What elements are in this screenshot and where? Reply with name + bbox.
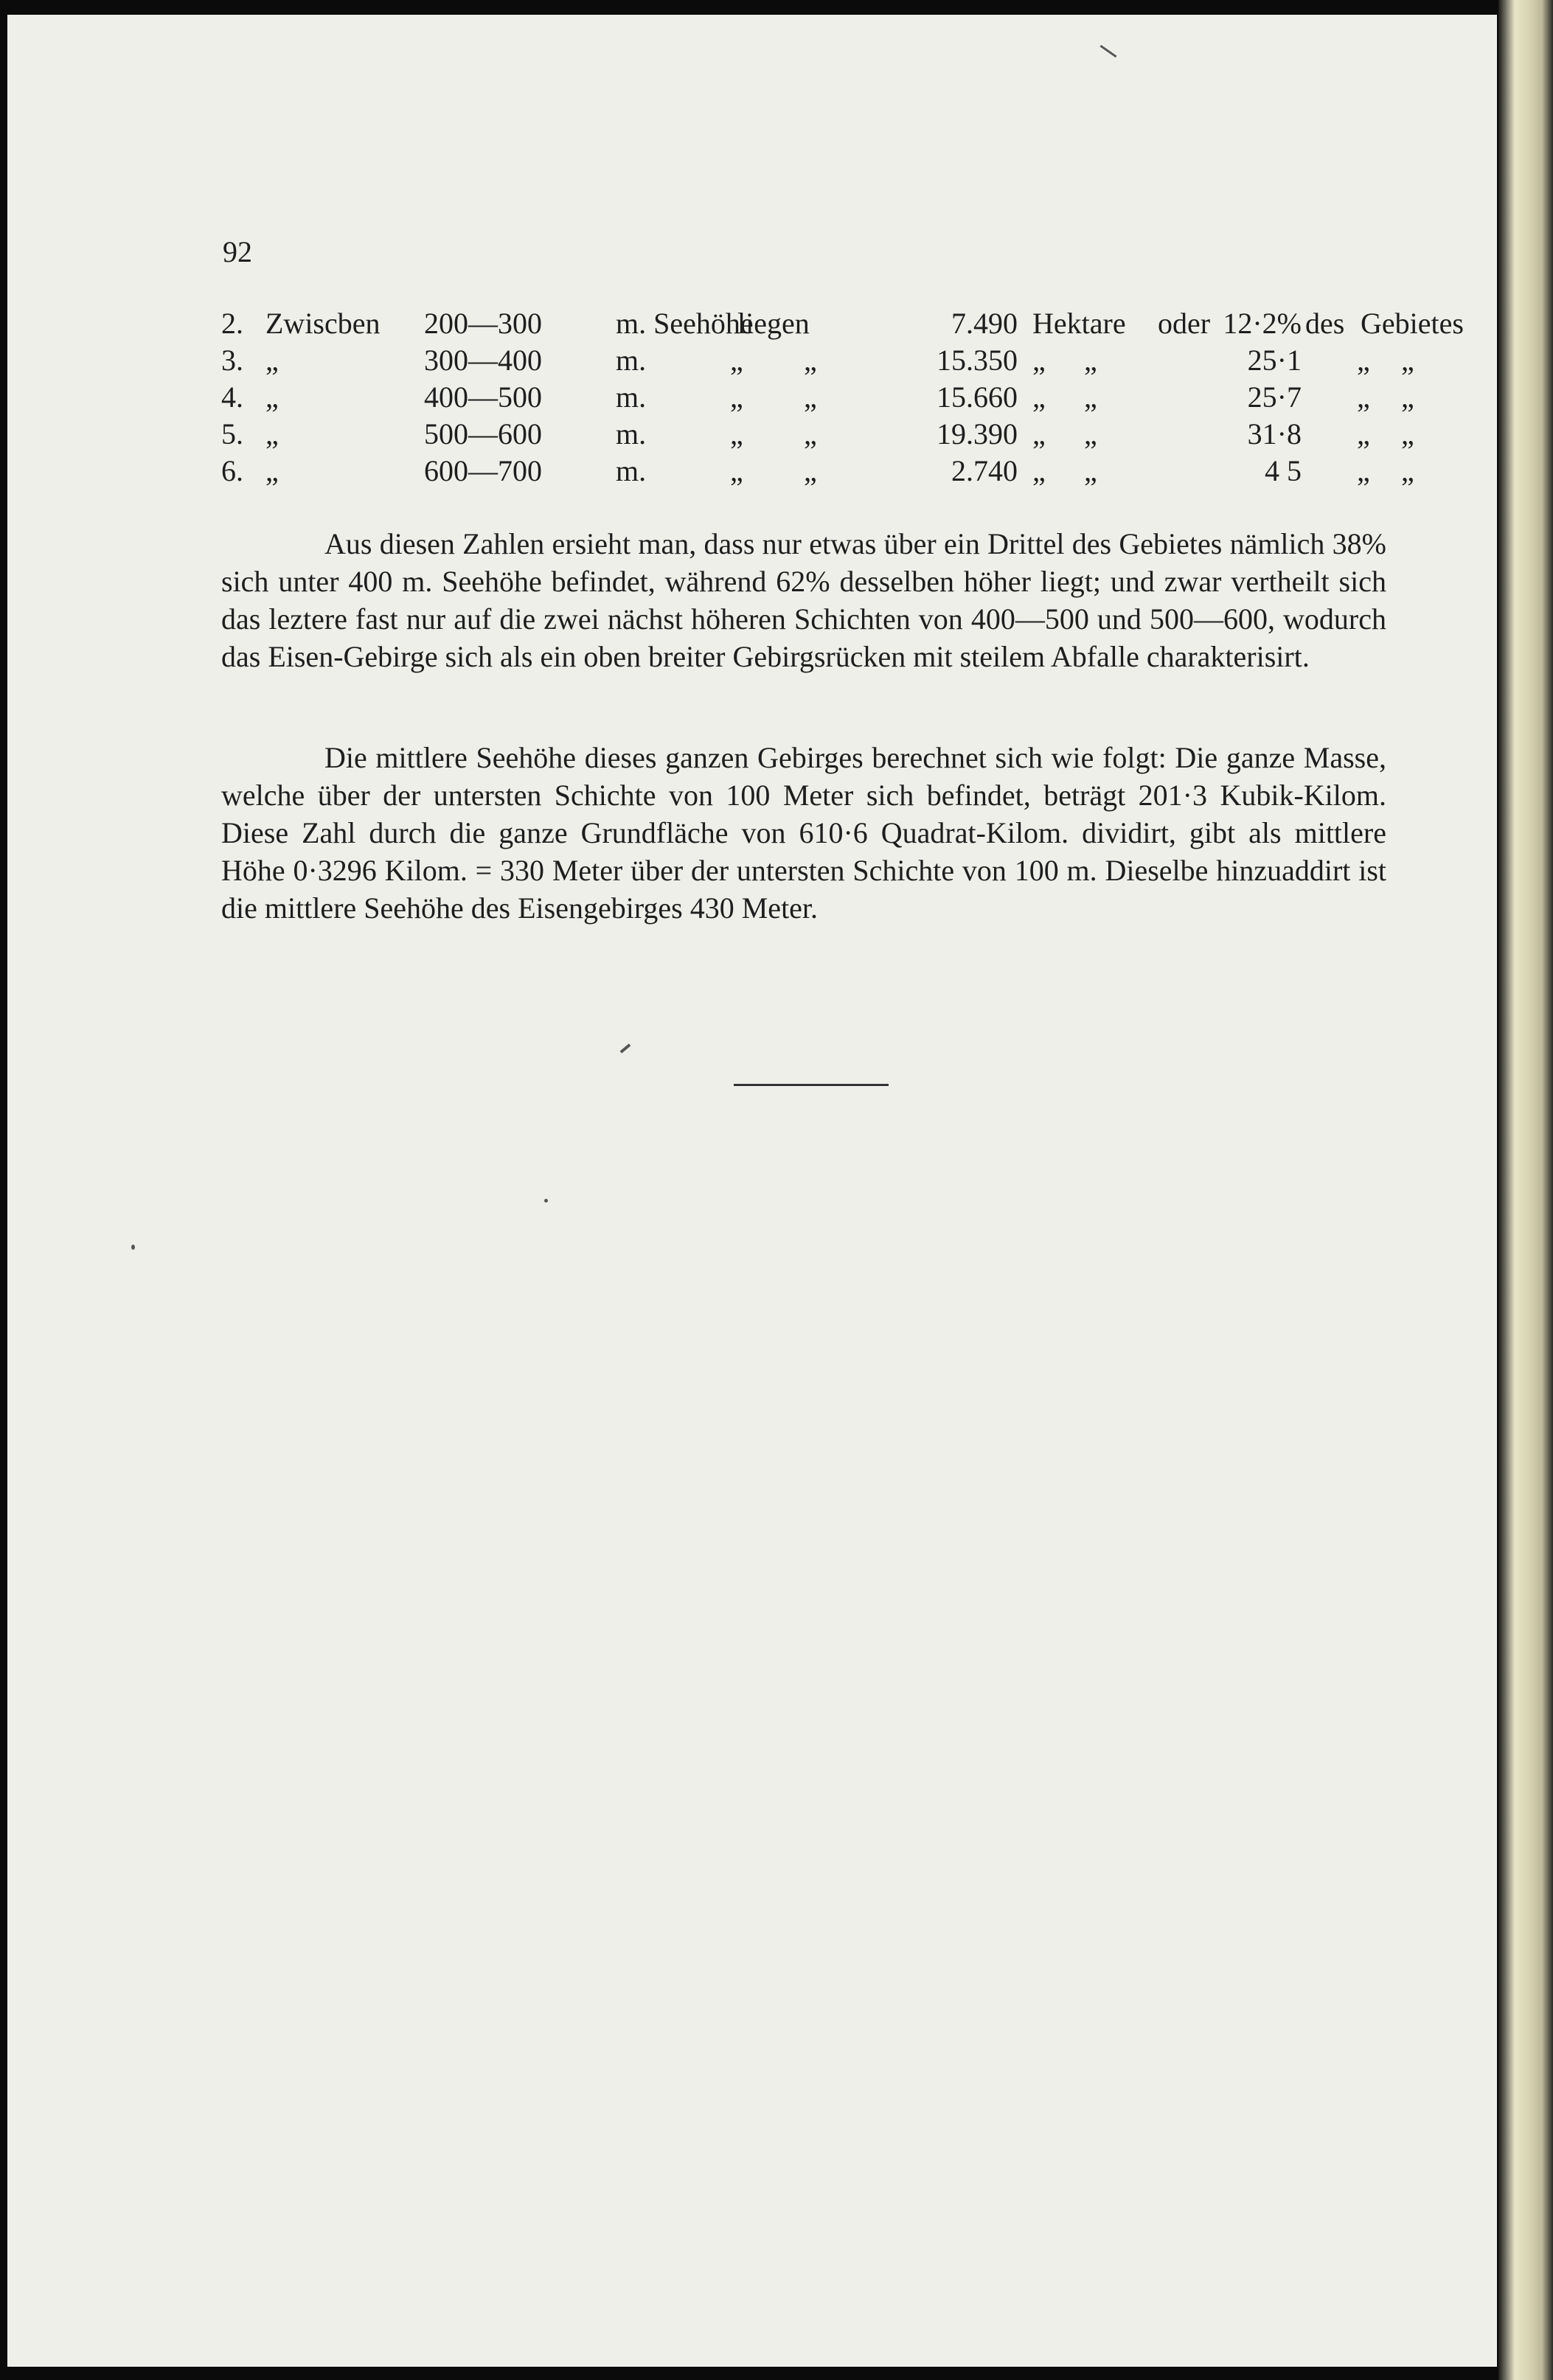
row-ditto: „ (265, 344, 279, 377)
row-ditto: „ (1084, 417, 1097, 450)
page-number: 92 (223, 235, 252, 268)
section-divider-rule (734, 1084, 889, 1086)
row-unit: m. (616, 344, 647, 377)
row-ditto: „ (1401, 380, 1414, 414)
row-altitude-range: 300—400 (424, 344, 542, 377)
row-hectares: 15.350 (937, 344, 1018, 377)
row-ditto: „ (1084, 344, 1097, 377)
row-unit: m. (616, 454, 647, 487)
table-row (221, 343, 1414, 380)
row-ditto: „ (730, 380, 743, 414)
row-ditto: „ (804, 344, 817, 377)
row-ditto: „ (1032, 417, 1046, 450)
row-altitude-range: 600—700 (424, 454, 542, 487)
book-page (7, 15, 1497, 2367)
row-percent: 25·1 (1247, 344, 1302, 377)
row-ditto: „ (265, 380, 279, 414)
row-ditto: „ (1032, 380, 1046, 414)
paragraph-two (221, 739, 1386, 927)
row-unit: m. Seehöhe (616, 307, 754, 340)
row-ditto: „ (265, 454, 279, 487)
row-ditto: „ (804, 380, 817, 414)
row-ditto: „ (1357, 380, 1370, 414)
row-number: 6. (221, 454, 243, 487)
row-altitude-range: 500—600 (424, 417, 542, 450)
row-hectares: 2.740 (951, 454, 1018, 487)
row-verb: liegen (737, 307, 810, 340)
row-ditto: „ (1357, 344, 1370, 377)
row-ditto: „ (804, 417, 817, 450)
row-percent: 25·7 (1247, 380, 1302, 414)
row-ditto: „ (730, 454, 743, 487)
ink-mark (620, 1043, 631, 1053)
row-percent: 31·8 (1247, 417, 1302, 450)
row-unit: m. (616, 417, 647, 450)
row-altitude-range: 200—300 (424, 307, 542, 340)
ink-mark (1099, 45, 1116, 58)
row-altitude-range: 400—500 (424, 380, 542, 414)
row-ditto: „ (1084, 380, 1097, 414)
row-ditto: „ (265, 417, 279, 450)
row-hectares: 15.660 (937, 380, 1018, 414)
table-row (221, 380, 1414, 417)
row-hectares: 7.490 (951, 307, 1018, 340)
row-number: 5. (221, 417, 243, 450)
table-row (221, 453, 1414, 490)
row-ditto: „ (1357, 454, 1370, 487)
row-number: 4. (221, 380, 243, 414)
book-binding-edge (1498, 0, 1553, 2380)
row-ditto: „ (730, 417, 743, 450)
row-number: 2. (221, 307, 243, 340)
row-unit: m. (616, 380, 647, 414)
row-gebietes: Gebietes (1361, 307, 1464, 340)
row-oder: oder (1158, 307, 1211, 340)
altitude-table (221, 306, 1464, 490)
row-ditto: „ (1401, 454, 1414, 487)
row-preposition: Zwiscben (265, 307, 381, 340)
row-ditto: „ (1032, 454, 1046, 487)
paragraph-text: Die mittlere Seehöhe dieses ganzen Gebirges berechnet sich wie folgt: Die ganze Masse, welche über der untersten Schichte von 100 Meter sich befindet, beträgt 201·3 Kubik-Kilom. Diese Zahl durch die ganze Grundfläche von 610·6 Quadrat-Kilom. dividirt, gibt als mittlere Höhe 0·3296 Kilom. = 330 Meter über der untersten Schichte von 100 m. Dieselbe hinzuaddirt ist die mittlere Seehöhe des Eisengebirges 430 Meter. (221, 741, 1386, 925)
ink-mark (131, 1245, 135, 1250)
row-ditto: „ (1401, 344, 1414, 377)
table-row (221, 417, 1414, 453)
row-number: 3. (221, 344, 243, 377)
ink-mark (544, 1199, 548, 1203)
row-ditto: „ (730, 344, 743, 377)
paragraph-text: Aus diesen Zahlen ersieht man, dass nur etwas über ein Drittel des Gebietes nämlich 38% sich unter 400 m. Seehöhe befindet, während 62% desselben höher liegt; und zwar vertheilt sich das leztere fast nur auf die zwei nächst höheren Schichten von 400—500 und 500—600, wodurch das Eisen-Gebirge sich als ein oben breiter Gebirgsrücken mit steilem Abfalle charakterisirt. (221, 527, 1386, 673)
row-hectares: 19.390 (937, 417, 1018, 450)
row-percent: 4 5 (1265, 454, 1302, 487)
row-ditto: „ (804, 454, 817, 487)
row-des: des (1305, 307, 1345, 340)
table-row (221, 306, 1464, 343)
paragraph-one (221, 525, 1386, 675)
row-ditto: „ (1357, 417, 1370, 450)
row-hectares-label: Hektare (1032, 307, 1126, 340)
row-ditto: „ (1032, 344, 1046, 377)
row-ditto: „ (1401, 417, 1414, 450)
row-percent: 12·2% (1223, 307, 1302, 340)
row-ditto: „ (1084, 454, 1097, 487)
